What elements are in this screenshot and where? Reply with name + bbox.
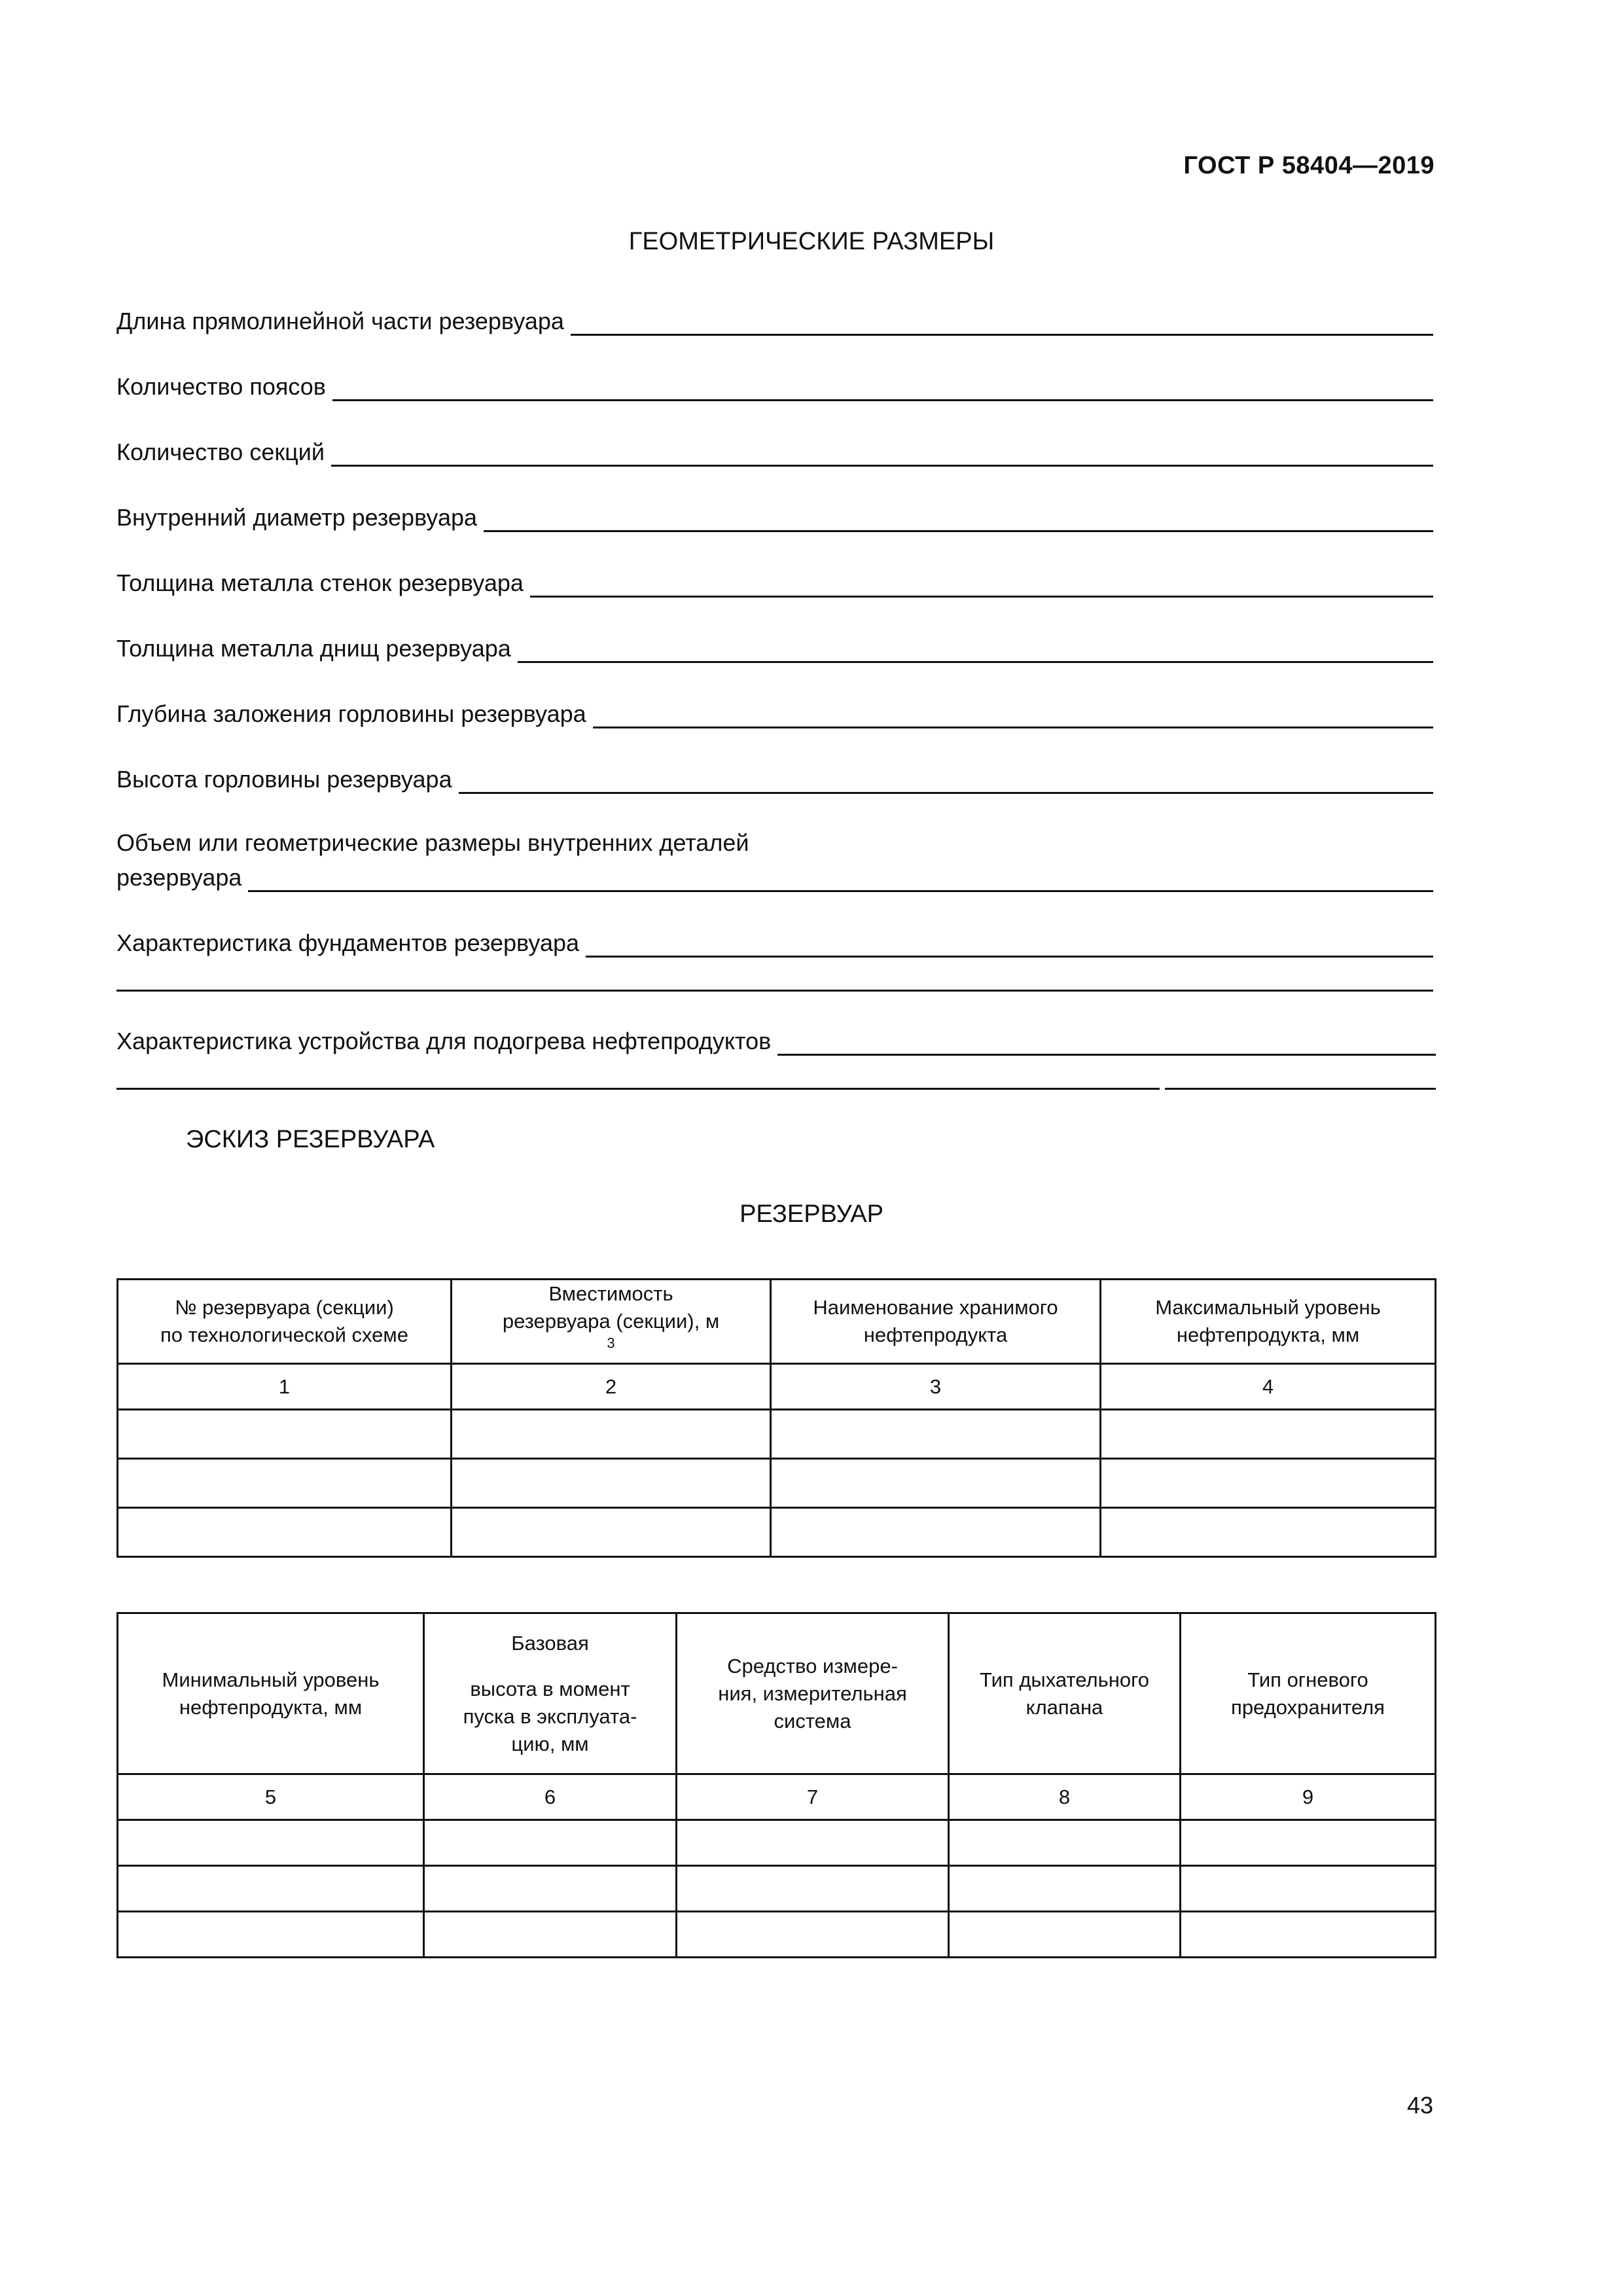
field-sections-count xyxy=(116,436,1433,467)
empty-cell xyxy=(1101,1459,1436,1508)
empty-cell xyxy=(1181,1820,1436,1866)
table-row xyxy=(118,1508,1436,1557)
field-wall-thickness xyxy=(116,567,1433,598)
field-label: Характеристика фундаментов резервуара xyxy=(116,929,580,956)
fill-line xyxy=(593,698,1433,728)
column-number-row xyxy=(118,1364,1436,1410)
column-number: 5 xyxy=(118,1774,424,1820)
field-label: Толщина металла днищ резервуара xyxy=(116,635,511,662)
empty-cell xyxy=(771,1459,1101,1508)
table-row xyxy=(118,1410,1436,1459)
field-inner-diameter xyxy=(116,501,1433,532)
empty-cell xyxy=(677,1820,949,1866)
header-cell: Наименование хранимого нефтепродукта xyxy=(771,1280,1101,1364)
column-number: 2 xyxy=(452,1364,771,1410)
field-label: Внутренний диаметр резервуара xyxy=(116,504,478,531)
empty-cell xyxy=(118,1459,452,1508)
field-belts-count xyxy=(116,370,1433,401)
table-row xyxy=(118,1459,1436,1508)
header-cell: Тип огневого предохранителя xyxy=(1181,1613,1436,1774)
field-label-line2: резервуара xyxy=(116,864,242,891)
fill-line xyxy=(586,927,1433,958)
empty-cell xyxy=(1181,1866,1436,1912)
empty-cell xyxy=(1101,1508,1436,1557)
empty-cell xyxy=(424,1866,677,1912)
field-label: Высота горловины резервуара xyxy=(116,766,452,793)
header-cell: Вместимость резервуара (секции), м $^3$ xyxy=(452,1280,771,1364)
tank-table-2 xyxy=(116,1612,1436,1958)
geometry-section-title: ГЕОМЕТРИЧЕСКИЕ РАЗМЕРЫ xyxy=(628,228,995,255)
fill-line xyxy=(530,567,1433,598)
table-header-row xyxy=(118,1280,1436,1364)
fill-line xyxy=(332,370,1433,401)
fill-line xyxy=(116,990,1433,992)
table-row xyxy=(118,1912,1436,1958)
header-cell: Максимальный уровень нефтепродукта, мм xyxy=(1101,1280,1436,1364)
empty-cell xyxy=(949,1866,1181,1912)
fill-line xyxy=(248,861,1433,892)
table-row xyxy=(118,1820,1436,1866)
empty-cell xyxy=(677,1866,949,1912)
column-number: 9 xyxy=(1181,1774,1436,1820)
empty-cell xyxy=(452,1410,771,1459)
column-number: 8 xyxy=(949,1774,1181,1820)
tank-section-title: РЕЗЕРВУАР xyxy=(740,1200,883,1228)
empty-cell xyxy=(949,1912,1181,1958)
header-cell: № резервуара (секции) по технологической схеме xyxy=(118,1280,452,1364)
tank-table-1 xyxy=(116,1278,1436,1558)
sketch-title: ЭСКИЗ РЕЗЕРВУАРА xyxy=(186,1126,435,1153)
field-neck-height xyxy=(116,763,1433,794)
column-number: 3 xyxy=(771,1364,1101,1410)
empty-cell xyxy=(452,1508,771,1557)
empty-cell xyxy=(118,1410,452,1459)
table-header-row xyxy=(118,1613,1436,1774)
field-bottom-thickness xyxy=(116,632,1433,663)
field-label-line1: Объем или геометрические размеры внутренних деталей xyxy=(116,829,749,856)
empty-cell xyxy=(771,1410,1101,1459)
column-number: 1 xyxy=(118,1364,452,1410)
column-number-row xyxy=(118,1774,1436,1820)
empty-cell xyxy=(452,1459,771,1508)
header-cell: Тип дыхательного клапана xyxy=(949,1613,1181,1774)
empty-cell xyxy=(1181,1912,1436,1958)
empty-cell xyxy=(118,1508,452,1557)
field-label: Длина прямолинейной части резервуара xyxy=(116,308,564,334)
empty-cell xyxy=(424,1820,677,1866)
field-label: Количество поясов xyxy=(116,373,326,400)
column-number: 7 xyxy=(677,1774,949,1820)
empty-cell xyxy=(118,1912,424,1958)
fill-line xyxy=(571,305,1433,336)
standard-number: ГОСТ Р 58404—2019 xyxy=(1183,152,1435,179)
fill-line xyxy=(459,763,1433,794)
field-label: Глубина заложения горловины резервуара xyxy=(116,700,586,727)
header-cell: Средство измере- ния, измерительная система xyxy=(677,1613,949,1774)
field-label: Количество секций xyxy=(116,439,325,465)
empty-cell xyxy=(771,1508,1101,1557)
field-foundation xyxy=(116,927,1433,958)
fill-line xyxy=(116,1088,1160,1090)
field-neck-depth xyxy=(116,698,1433,728)
column-number: 6 xyxy=(424,1774,677,1820)
empty-cell xyxy=(1101,1410,1436,1459)
fill-line xyxy=(331,436,1433,467)
empty-cell xyxy=(118,1866,424,1912)
empty-cell xyxy=(424,1912,677,1958)
fill-line xyxy=(777,1025,1436,1056)
field-straight-length xyxy=(116,305,1433,336)
field-label: Характеристика устройства для подогрева нефтепродуктов xyxy=(116,1028,772,1054)
header-cell: Минимальный уровень нефтепродукта, мм xyxy=(118,1613,424,1774)
field-label: Толщина металла стенок резервуара xyxy=(116,569,524,596)
column-number: 4 xyxy=(1101,1364,1436,1410)
header-cell: Базовая высота в момент пуска в эксплуата- цию, мм xyxy=(424,1613,677,1774)
fill-line xyxy=(484,501,1433,532)
fill-line xyxy=(518,632,1433,663)
empty-cell xyxy=(118,1820,424,1866)
empty-cell xyxy=(949,1820,1181,1866)
field-internal-parts-volume xyxy=(116,829,1433,892)
page-number: 43 xyxy=(1406,2092,1433,2119)
fill-line xyxy=(1165,1088,1436,1090)
table-row xyxy=(118,1866,1436,1912)
empty-cell xyxy=(677,1912,949,1958)
field-heating-device xyxy=(116,1025,1436,1056)
